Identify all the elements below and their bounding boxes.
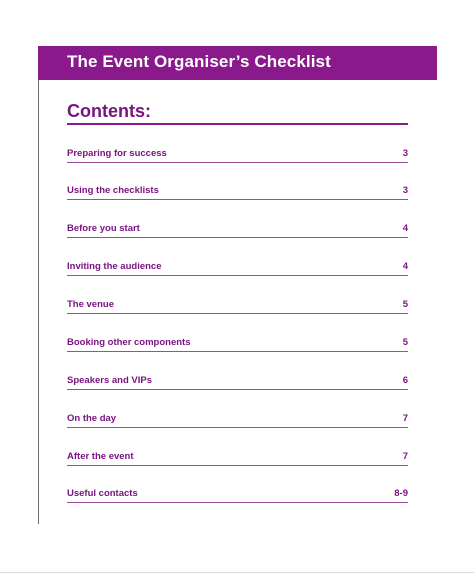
toc-item-page: 3 [402,185,408,196]
toc-divider [67,502,408,503]
toc-item-page: 5 [402,299,408,310]
toc-item-page: 7 [402,451,408,462]
toc-item-on-the-day[interactable] [67,413,408,429]
toc-item-inviting-the-audience[interactable] [67,261,408,277]
toc-item-label: Useful contacts [67,488,138,499]
toc-item-label: The venue [67,299,114,310]
toc-item-preparing-for-success[interactable] [67,148,408,164]
header-band [38,46,437,80]
toc-item-label: On the day [67,413,117,424]
toc-item-label: After the event [67,451,134,462]
toc-divider [67,313,408,314]
toc-divider [67,351,408,352]
toc-item-label: Before you start [67,223,140,234]
toc-divider [67,389,408,390]
toc-item-page: 4 [402,223,408,234]
toc-item-label: Preparing for success [67,148,167,159]
contents-heading: Contents: [67,101,151,121]
toc-item-label: Inviting the audience [67,261,162,272]
toc-item-before-you-start[interactable] [67,223,408,239]
toc-item-page: 7 [402,413,408,424]
toc-item-label: Speakers and VIPs [67,375,153,386]
toc-item-using-the-checklists[interactable] [67,185,408,201]
toc-divider [67,199,408,200]
toc-item-page: 3 [402,148,408,159]
toc-divider [67,162,408,163]
contents-heading-rule [67,123,408,125]
toc-item-useful-contacts[interactable] [67,488,408,504]
toc-item-after-the-event[interactable] [67,451,408,467]
toc-item-page: 5 [402,337,408,348]
toc-item-the-venue[interactable] [67,299,408,315]
toc-item-page: 4 [402,261,408,272]
toc-item-label: Booking other components [67,337,191,348]
toc-item-page: 8-9 [394,488,408,499]
toc-item-speakers-and-vips[interactable] [67,375,408,391]
toc-divider [67,275,408,276]
toc-divider [67,237,408,238]
toc-divider [67,427,408,428]
toc-item-booking-other-components[interactable] [67,337,408,353]
toc-item-label: Using the checklists [67,185,159,196]
page-left-border [38,46,39,524]
toc-divider [67,465,408,466]
page-bottom-edge [0,572,474,573]
toc-item-page: 6 [402,375,408,386]
document-title: The Event Organiser’s Checklist [67,52,331,71]
